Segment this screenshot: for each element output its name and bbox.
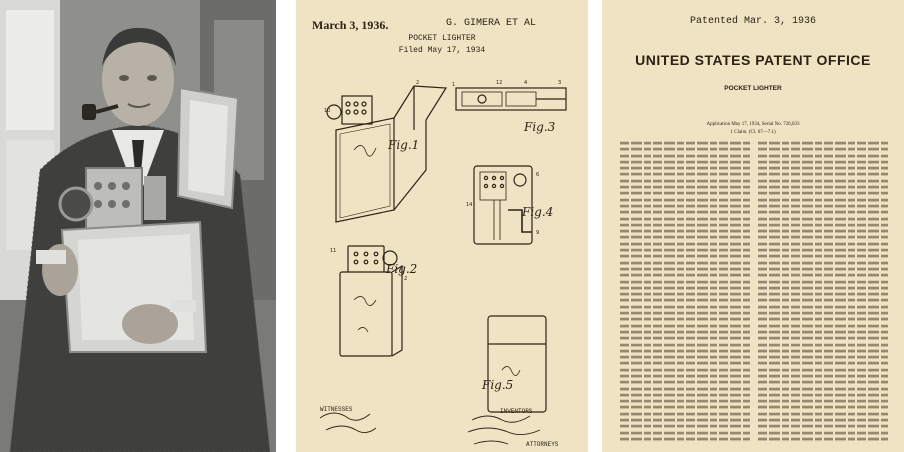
svg-text:9: 9 bbox=[536, 230, 540, 236]
patent-office-heading: UNITED STATES PATENT OFFICE bbox=[635, 52, 871, 68]
svg-text:12: 12 bbox=[496, 80, 503, 86]
claims-line: 1 Claim. (Cl. 67—7.1) bbox=[730, 130, 776, 135]
drawing-filed: Filed May 17, 1934 bbox=[398, 46, 486, 55]
svg-text:2: 2 bbox=[416, 80, 420, 86]
drawing-date: March 3, 1936. bbox=[312, 18, 389, 32]
svg-text:4: 4 bbox=[524, 80, 528, 86]
drawing-title: POCKET LIGHTER bbox=[408, 34, 476, 43]
patent-subtitle: POCKET LIGHTER bbox=[724, 85, 782, 92]
photo-panel bbox=[0, 0, 276, 452]
svg-text:14: 14 bbox=[466, 202, 473, 208]
figure-3-label: Fig.3 bbox=[524, 120, 556, 134]
svg-text:3: 3 bbox=[558, 80, 562, 86]
svg-text:10: 10 bbox=[324, 108, 331, 114]
drawing-inventor: G. GIMERA ET AL bbox=[446, 18, 537, 29]
inventors-label: INVENTORS bbox=[500, 408, 533, 415]
figure-5-label: Fig.5 bbox=[482, 378, 514, 392]
svg-text:1: 1 bbox=[452, 82, 456, 88]
svg-text:11: 11 bbox=[330, 248, 337, 254]
svg-text:2: 2 bbox=[404, 276, 408, 282]
text-column-left bbox=[620, 140, 752, 445]
man-holding-giant-lighter-icon bbox=[0, 0, 276, 452]
text-column-right bbox=[758, 140, 890, 445]
patent-figures-drawing bbox=[296, 0, 588, 452]
application-line: Application May 17, 1934, Serial No. 726,033 bbox=[706, 122, 800, 127]
figure-1-label: Fig.1 bbox=[388, 138, 420, 152]
svg-text:6: 6 bbox=[536, 172, 540, 178]
patented-date: Patented Mar. 3, 1936 bbox=[689, 16, 817, 27]
patent-text-sheet bbox=[602, 0, 904, 452]
witnesses-label: WITNESSES bbox=[320, 406, 353, 413]
figure-4-label: Fig.4 bbox=[522, 205, 554, 219]
patent-drawing-sheet bbox=[296, 0, 588, 452]
attorneys-label: ATTORNEYS bbox=[526, 441, 559, 448]
figure-2-label: Fig.2 bbox=[386, 262, 418, 276]
